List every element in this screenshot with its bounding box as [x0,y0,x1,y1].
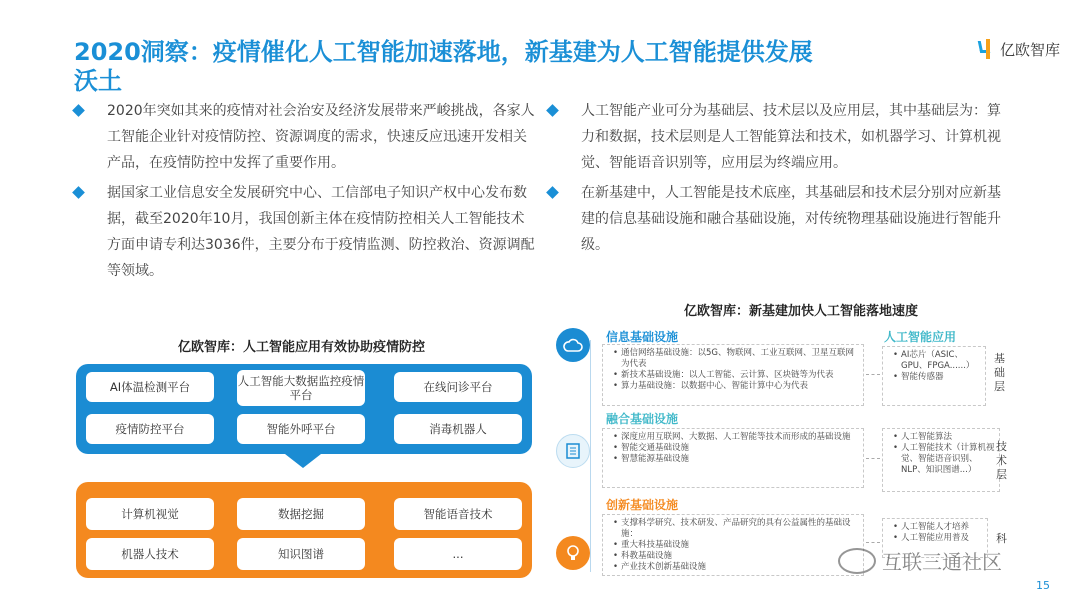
section-item: • 新技术基础设施：以人工智能、云计算、区块链等为代表 [613,370,859,381]
section-item: • 通信网络基础设施：以5G、物联网、工业互联网、卫星互联网为代表 [613,348,859,370]
platform-item: 消毒机器人 [394,414,522,444]
bullet-text: 据国家工业信息安全发展研究中心、工信部电子知识产权中心发布数据，截至2020年10月，我国创新主体在疫情防控相关人工智能技术方面申请专利达3036件，主要分布于疫情监测、防控救治、资源调配等领域。 [107,185,535,279]
bullet-text: 在新基建中，人工智能是技术底座，其基础层和技术层分别对应新基建的信息基础设施和融合基础设施，对传统物理基础设施进行智能升级。 [581,185,1001,253]
bullet-text: 2020年突如其来的疫情对社会治安及经济发展带来严峻挑战，各家人工智能企业针对疫情防控、资源调度的需求，快速反应迅速开发相关产品，在疫情防控中发挥了重要作用。 [107,103,535,171]
diamond-bullet-icon [72,186,85,199]
section-box-innovation [602,514,864,576]
section-item: • 重大科技基础设施 [613,540,859,551]
lightbulb-icon [556,536,590,570]
section-title-fusion: 融合基础设施 [606,412,679,426]
section-item: • 支撑科学研究、技术研发、产品研究的具有公益属性的基础设施： [613,518,859,540]
diamond-bullet-icon [72,104,85,117]
section-title-info: 信息基础设施 [606,330,679,344]
bullet-item [74,98,536,176]
platform-item: 智能外呼平台 [237,414,365,444]
wechat-icon [838,548,876,574]
technology-item: 数据挖掘 [237,498,365,530]
section-box-fusion [602,428,864,488]
section-title-innovation: 创新基础设施 [606,498,679,512]
left-chart-subtitle: 亿欧智库：人工智能应用有效协助疫情防控 [178,340,426,355]
ai-item: • AI芯片（ASIC、GPU、FPGA......） [893,350,981,372]
platform-item: 在线问诊平台 [394,372,522,402]
technology-item: 机器人技术 [86,538,214,570]
connector-arrow [866,374,880,375]
connector-arrow [866,542,880,543]
right-bullet-list [548,98,1010,262]
technology-item: 智能语音技术 [394,498,522,530]
ai-item: • 智能传感器 [893,372,981,383]
connector-arrow [866,458,880,459]
section-item: • 算力基础设施：以数据中心、智能计算中心为代表 [613,381,859,392]
left-bullet-list [74,98,536,288]
logo [978,38,1060,60]
ai-box-base [882,346,986,406]
page-title: 2020洞察：疫情催化人工智能加速落地，新基建为人工智能提供发展沃土 [74,38,813,95]
right-chart-subtitle: 亿欧智库：新基建加快人工智能落地速度 [684,304,919,319]
platform-item: 人工智能大数据监控疫情平台 [237,370,365,406]
platform-item: 疫情防控平台 [86,414,214,444]
bullet-item [548,98,1010,176]
cloud-icon [556,328,590,362]
bullet-item [548,180,1010,258]
layer-label: 科 [996,532,1007,545]
watermark [838,546,1002,575]
watermark-text: 互联三通社区 [882,550,1002,574]
platform-item: AI体温检测平台 [86,372,214,402]
section-item: • 智能交通基础设施 [613,443,859,454]
ai-item: • 人工智能技术（计算机视觉、智能语音识别、NLP、知识图谱...） [893,443,995,476]
section-item: • 科教基础设施 [613,551,859,562]
connector-arrow [285,454,321,468]
technology-item: 计算机视觉 [86,498,214,530]
logo-text: 亿欧智库 [1000,40,1061,59]
bullet-text: 人工智能产业可分为基础层、技术层以及应用层，其中基础层为：算力和数据，技术层则是人工智能算法和技术，如机器学习、计算机视觉、智能语音识别等，应用层为终端应用。 [581,103,1001,171]
diamond-bullet-icon [546,186,559,199]
technology-item: 知识图谱 [237,538,365,570]
section-item: • 智慧能源基础设施 [613,454,859,465]
section-box-info [602,344,864,406]
bullet-item [74,180,536,284]
section-item: • 产业技术创新基础设施 [613,562,859,573]
document-icon [556,434,590,468]
section-item: • 深度应用互联网、大数据、人工智能等技术而形成的基础设施 [613,432,859,443]
layer-label: 基础层 [994,352,1005,393]
technology-item: ... [394,538,522,570]
logo-icon [978,39,996,59]
diamond-bullet-icon [546,104,559,117]
timeline-line [590,340,591,572]
ai-box-tech [882,428,1000,492]
ai-item: • 人工智能人才培养 [893,522,983,533]
ai-item: • 人工智能算法 [893,432,995,443]
layer-label: 技术层 [996,440,1007,481]
ai-item: • 人工智能应用普及 [893,533,983,544]
ai-application-title: 人工智能应用 [884,330,957,344]
page-number: 15 [1036,579,1050,592]
